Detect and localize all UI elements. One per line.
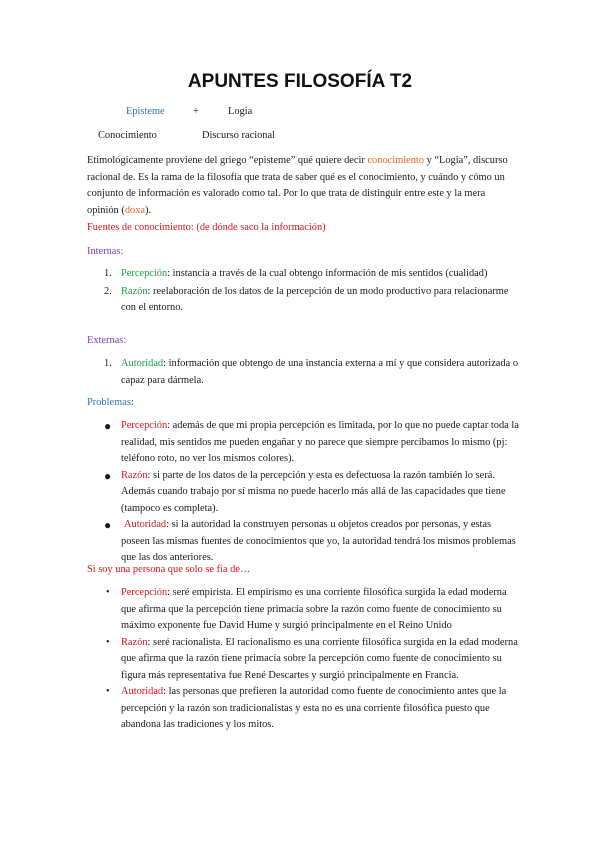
- list-item: [104, 635, 520, 685]
- list-item-text: : si parte de los datos de la percepción y esta es defectuosa la razón también lo será. Además cuando trabajo por sí misma no puede hacerlo más allá de las capacidades que tiene (tampoco es completa).: [121, 469, 506, 514]
- list-item: [104, 266, 519, 283]
- problemas-heading: [87, 397, 134, 408]
- bullet-icon: ●: [104, 518, 112, 532]
- solo-heading: Si soy una persona que solo se fía de…: [87, 564, 251, 575]
- fuentes-heading: Fuentes de conocimiento: (de dónde saco la información): [87, 222, 326, 233]
- list-item: [104, 356, 519, 389]
- list-item-text: : seré racionalista. El racionalismo es una corriente filosófica surgida en la edad moderna que afirma que la razón tiene primacía sobre la percepción como fuente de conocimiento su figura más representativa fue René Descartes y surgió principalmente en Francia.: [121, 636, 518, 681]
- list-item: [104, 517, 520, 567]
- list-item: [104, 418, 520, 468]
- intro-text-1: Etimológicamente proviene del griego “episteme” qué quiere decir: [87, 155, 368, 166]
- list-number: 1.: [104, 358, 112, 369]
- intro-conocimiento: conocimiento: [367, 155, 424, 166]
- list-item: [104, 585, 520, 635]
- term-percepcion: Percepción: [121, 268, 168, 279]
- internas-list: [104, 266, 519, 317]
- term-percepcion: Percepción: [121, 420, 168, 431]
- externas-heading: Externas:: [87, 335, 127, 346]
- bullet-icon: ●: [104, 419, 112, 433]
- page-title: APUNTES FILOSOFÍA T2: [187, 71, 413, 92]
- bullet-icon: •: [106, 686, 110, 697]
- list-item-text: : si la autoridad la construyen personas u objetos creados por personas, y estas poseen las mismas fuentes de conocimientos que yo, la autoridad tendrá los mismos problemas que las dos anteriores.: [121, 519, 516, 563]
- problemas-heading-colon: :: [130, 397, 134, 408]
- list-item: [104, 468, 520, 518]
- list-number: 2.: [104, 285, 112, 297]
- list-item-text: : instancia a través de la cual obtengo información de mis sentidos (cualidad): [167, 268, 488, 279]
- problemas-heading-text: Problemas: [87, 397, 131, 408]
- bullet-icon: •: [106, 636, 110, 648]
- etymology-conocimiento: Conocimiento: [98, 130, 157, 141]
- list-item-text: : información que obtengo de una instancia externa a mí y que considera autorizada o capaz para dármela.: [121, 358, 519, 386]
- bullet-icon: •: [106, 587, 110, 598]
- list-item-text: : las personas que prefieren la autoridad como fuente de conocimiento antes que la percepción y la razón son tradicionalistas y esta no es una corriente filosófica puesto que abandona las tradiciones y los mitos.: [121, 686, 507, 730]
- intro-doxa: doxa: [124, 204, 146, 216]
- intro-text-3: ).: [145, 204, 152, 216]
- term-razon: Razón: [121, 636, 148, 648]
- bullet-icon: ●: [104, 468, 112, 483]
- etymology-plus: +: [193, 106, 199, 117]
- externas-list: [104, 356, 519, 389]
- term-autoridad: Autoridad: [124, 519, 167, 530]
- list-item: [104, 684, 520, 734]
- list-item: [104, 284, 519, 317]
- intro-text-2: y “Logia”, discurso racional de. Es la rama de la filosofía que trata de saber qué es el conocimiento, y cuándo y cómo un conjunto de información es valorado como tal. Por lo que trata de distinguir entre este y la mera opinión (: [87, 155, 508, 216]
- list-number: 1.: [104, 268, 112, 279]
- term-razon: Razón: [121, 285, 148, 297]
- term-autoridad: Autoridad: [121, 358, 164, 369]
- list-item-text: : seré empirista. El empirismo es una corriente filosófica surgida la edad moderna que afirma que la percepción tiene primacía sobre la razón como fuente de conocimiento su máximo exponente fue David Hume y surgió principalmente en el Reino Unido: [121, 587, 507, 631]
- internas-heading: Internas:: [87, 246, 124, 257]
- list-item-text: : además de que mi propia percepción es limitada, por lo que no puede captar toda la realidad, mis sentidos me pueden engañar y no parece que siempre percibamos lo mismo (pj: teléfono roto, no ver los mismos colores).: [121, 420, 519, 464]
- term-percepcion: Percepción: [121, 587, 168, 598]
- term-autoridad: Autoridad: [121, 686, 164, 697]
- etymology-logia: Logia: [228, 106, 253, 117]
- term-razon: Razón: [121, 469, 148, 481]
- etymology-discurso: Discurso racional: [202, 130, 275, 141]
- problemas-list: [104, 418, 520, 567]
- list-item-text: : reelaboración de los datos de la percepción de un modo productivo para relacionarme con el entorno.: [121, 285, 509, 313]
- intro-paragraph: [87, 153, 515, 219]
- etymology-episteme: Episteme: [126, 106, 165, 117]
- solo-list: [104, 585, 520, 734]
